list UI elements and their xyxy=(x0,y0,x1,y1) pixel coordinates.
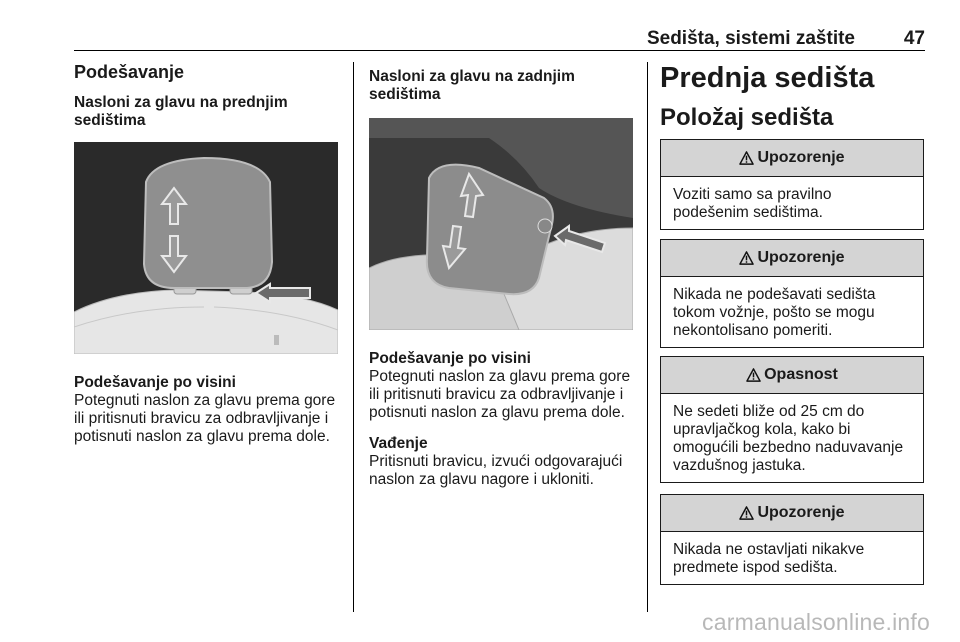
warning-box-title: Upozorenje xyxy=(757,149,845,166)
page-header xyxy=(74,28,925,51)
warning-box-header xyxy=(661,140,923,177)
subsection-heading: Nasloni za glavu na zadnjim sedištima xyxy=(369,68,575,103)
page-number: 47 xyxy=(903,28,925,49)
column-front-seats xyxy=(660,62,926,132)
danger-box-text: Ne sedeti bliže od 25 cm do upravljačkog kola, kako bi omogućili bezbedno naduvavanje vazdušnog jastuka. xyxy=(673,403,904,474)
warning-icon xyxy=(739,506,754,520)
subsection-heading: Položaj sedišta xyxy=(660,104,834,131)
warning-icon xyxy=(739,151,754,165)
chapter-heading: Prednja sedišta xyxy=(660,62,875,94)
watermark: carmanualsonline.info xyxy=(702,609,930,635)
height-adjust-heading: Podešavanje po visini xyxy=(369,350,531,367)
warning-box-header xyxy=(661,495,923,532)
warning-icon xyxy=(739,251,754,265)
warning-box xyxy=(660,139,924,230)
section-heading: Podešavanje xyxy=(74,62,185,82)
danger-box-header xyxy=(661,357,923,394)
height-adjust-text: Potegnuti naslon za glavu prema gore ili pritisnuti bravicu za odbravljivanje i potisnuti naslon za glavu prema dole. xyxy=(74,392,336,445)
removal-heading: Vađenje xyxy=(369,435,428,452)
front-headrest-illustration xyxy=(74,142,338,354)
warning-box xyxy=(660,239,924,348)
warning-box-title: Upozorenje xyxy=(757,504,845,521)
column-divider xyxy=(647,62,648,612)
warning-box xyxy=(660,494,924,585)
warning-box-text: Nikada ne podešavati sedišta tokom vožnje, pošto se mogu nekontolisano pomeriti. xyxy=(673,286,876,339)
column-divider xyxy=(353,62,354,612)
warning-icon xyxy=(746,368,761,382)
danger-box-title: Opasnost xyxy=(764,366,838,383)
danger-box xyxy=(660,356,924,483)
warning-box-text: Voziti samo sa pravilno podešenim sedištima. xyxy=(673,186,832,221)
height-adjust-heading: Podešavanje po visini xyxy=(74,374,236,391)
height-adjust-text: Potegnuti naslon za glavu prema gore ili pritisnuti bravicu za odbravljivanje i potisnuti naslon za glavu prema dole. xyxy=(369,368,631,421)
subsection-heading: Nasloni za glavu na prednjim sedištima xyxy=(74,94,288,129)
column-front-headrests xyxy=(74,62,344,446)
rear-headrest-illustration xyxy=(369,118,633,330)
warning-box-text: Nikada ne ostavljati nikakve predmete ispod sedišta. xyxy=(673,541,865,576)
removal-text: Pritisnuti bravicu, izvući odgovarajući naslon za glavu nagore i ukloniti. xyxy=(369,453,623,488)
warning-box-title: Upozorenje xyxy=(757,249,845,266)
section-title: Sedišta, sistemi zaštite xyxy=(646,28,855,49)
warning-box-header xyxy=(661,240,923,277)
column-rear-headrests xyxy=(369,62,637,489)
